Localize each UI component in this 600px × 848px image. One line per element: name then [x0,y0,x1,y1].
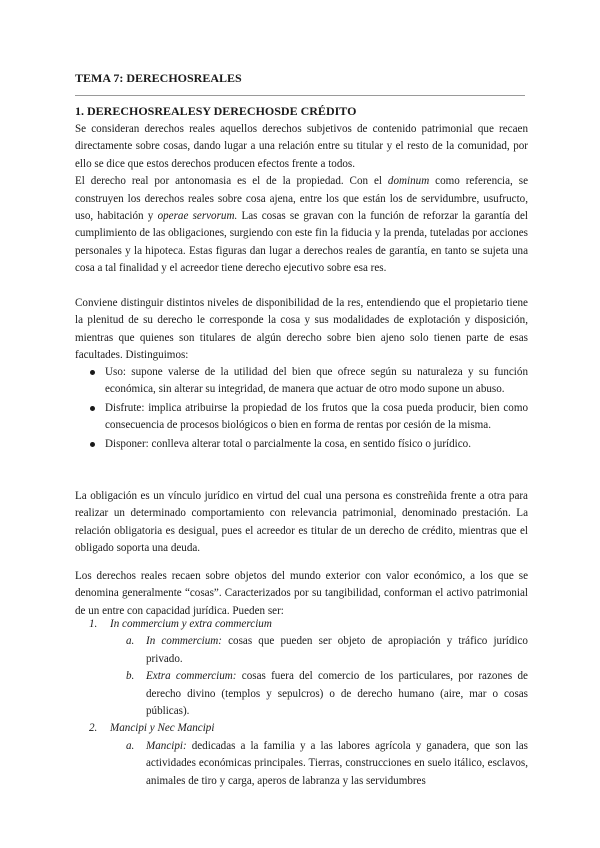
term-dominum: dominum [387,175,430,188]
item-number: 2. [89,722,98,735]
paragraph-2-part-a: El derecho real por antonomasia es el de la propiedad. Con el [75,175,388,188]
sub-list-item: b. Extra commercium: cosas fuera del comercio de los particulares, por razones de derecho divino (templos y sepulcros) o de derecho humano (aire, mar o cosas públicas). [126,670,528,718]
bullet-icon [90,442,95,447]
paragraph-3-text: Conviene distinguir distintos niveles de disponibilidad de la res, entendiendo que el propietario tiene la plenitud de su derecho le corresponde la cosa y sus modalidades de explotación y disposición, mientras que quienes son titulares de algún derecho sobre bien ajeno solo tienen parte de esas facultades. Distinguimos: [75,297,528,362]
paragraph-3 [75,295,528,365]
bullet-icon [90,370,95,375]
paragraph-2-part-b: como referencia, se construyen los derechos reales sobre cosa ajena, entre los que están los de servidumbre, usufructo, uso, habitación y [75,175,528,223]
section-heading: 1. DERECHOSREALESY DERECHOSDE CRÉDITO [75,104,357,118]
document-title: TEMA 7: DERECHOSREALES [75,71,242,85]
paragraph-1 [75,121,528,278]
sub-list [89,633,528,720]
numbered-item-2 [89,720,528,790]
numbered-item-1 [89,616,528,720]
paragraph-4 [75,488,528,558]
paragraph-5-text: Los derechos reales recaen sobre objetos del mundo exterior con valor económico, a los que se denomina generalmente “cosas”. Caracterizados por su tangibilidad, conforman el activo patrimonial de un entre con capacidad jurídica. Pueden ser: [75,570,528,617]
list-item: Uso: supone valerse de la utilidad del bien que ofrece según su naturaleza y su función económica, sin alterar su integridad, de manera que actuar de otro modo supone un abuso. [93,364,528,399]
paragraph-2 [75,173,528,277]
bullet-list [93,364,528,454]
term-operae-servorum: operae servorum. [157,210,238,223]
paragraph-4-text: La obligación es un vínculo jurídico en virtud del cual una persona es constreñida frente a otra para realizar un determinado comportamiento con relevancia patrimonial, denominado prestación. La relación obligatoria es desigual, pues el acreedor es titular de un derecho de crédito, mientras que el obligado soporta una deuda. [75,490,528,555]
paragraph-2-part-c: Las cosas se gravan con la función de reforzar la garantía del cumplimiento de las obligaciones, surgiendo con este fin la fiducia y la prenda, tuteladas por acciones personales y la hipoteca. Estas figuras dan lugar a derechos reales de garantía, en tanto se sujeta una cosa a tal finalidad y el acreedor tiene derecho ejecutivo sobre esa res. [75,210,528,275]
list-item: Disponer: conlleva alterar total o parcialmente la cosa, en sentido físico o jurídico. [93,436,528,453]
item-label: In commercium y extra commercium [110,618,272,630]
paragraph-1-text: Se consideran derechos reales aquellos derechos subjetivos de contenido patrimonial que recaen directamente sobre cosas, dando lugar a una relación entre su titular y el resto de la comunidad, por ello se dice que estos derechos producen efectos frente a todos. [75,123,528,170]
bullet-icon [90,406,95,411]
item-number: 1. [89,618,98,630]
numbered-list [89,616,528,790]
list-item: Disfrute: implica atribuirse la propiedad de los frutos que la cosa pueda producir, bien como consecuencia de procesos biológicos o bien en forma de rentas por cesión de la misma. [93,400,528,435]
title-divider [75,95,525,96]
sub-list-item: a. Mancipi: dedicadas a la familia y a las labores agrícola y ganadera, que son las actividades económicas principales. Tierras, construcciones en suelo itálico, esclavos, animales de tiro y carga, aperos de labranza y las servidumbres [126,739,528,787]
paragraph-5 [75,568,528,620]
sub-list [89,738,528,790]
item-label: Mancipi y Nec Mancipi [110,722,215,735]
sub-list-item: a. In commercium: cosas que pueden ser objeto de apropiación y tráfico jurídico privado. [126,635,528,665]
